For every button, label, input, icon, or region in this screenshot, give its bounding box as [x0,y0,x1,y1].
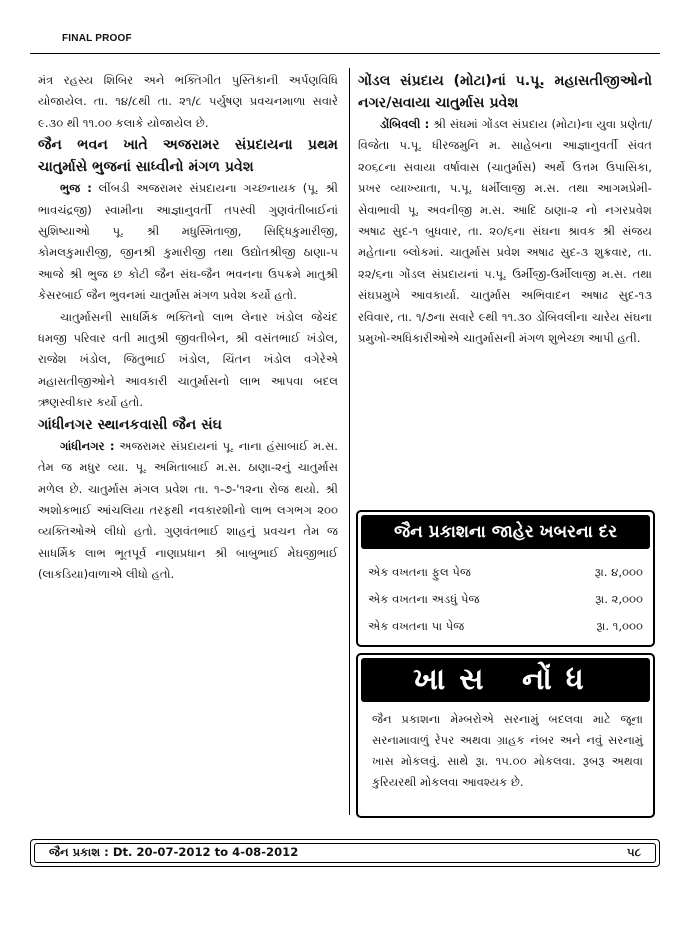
final-proof-label: FINAL PROOF [62,33,132,44]
headline-gondal: ગોંડલ સંપ્રદાય (મોટા)નાં પ.પૂ. મહાસતીજીઓનો નગર/સવાયા ચાતુર્માસ પ્રવેશ [358,73,652,111]
ad-rate-row [368,589,643,609]
left-paragraph-3: ચાતુર્માસની સાધર્મિક ભક્તિનો લાભ લેનાર ખંડોલ જેચંદ ધમજી પરિવાર વતી માતુશ્રી જીવતીબેન, શ્રી વસંતભાઈ ખંડોલ, રાજેશ ખંડોલ, જિતુભાઈ ખંડોલ, ચિંતન ખંડોલ વગેરેએ મહાસતીજીઓને આવકારી ચાતુર્માસનો લાભ આપવા બદલ ઋણસ્વીકાર કર્યો હતો. [38,309,338,410]
ad-rate-amount: રૂા. ૨,૦૦૦ [595,592,643,606]
dateline-gandhinagar: ગાંધીનગર : [60,438,115,453]
headline-gandhinagar: ગાંધીનગર સ્થાનકવાસી જૈન સંઘ [38,416,223,433]
ad-rate-row [368,616,643,636]
right-column [358,70,652,349]
special-note-title: ખાસ નોંધ [361,658,650,702]
special-note-text: જૈન પ્રકાશના મેમ્બરોએ સરનામું બદલવા માટે જૂના સરનામાવાળું રેપર અથવા ગ્રાહક નંબર અને નવું સરનામું ખાસ મોકલવું. સાથે રૂા. ૧૫.૦૦ મોકલવા. રૂબરૂ અથવા કુરિયરથી મોકલવા આવશ્યક છે. [372,712,643,789]
dateline-dombivli: ડોંબિવલી : [380,117,430,131]
left-paragraph-4 [38,436,338,586]
left-paragraph-1: મંત્ર રહસ્ય શિબિર અને ભક્તિગીત પુસ્તિકાની અર્પણવિધિ યોજાયેલ. તા. ૧૪/૮થી તા. ૨૧/૮ પર્યુષણ પ્રવચનમાળા સવારે ૯.૩૦ થી ૧૧.૦૦ કલાકે યોજાયેલ છે. [38,73,338,130]
footer-frame [34,843,656,863]
right-paragraph-1 [358,114,652,349]
page-footer [30,839,660,867]
ad-rate-row [368,562,643,582]
headline-bhuj: જૈન ભવન ખાતે અજરામર સંપ્રદાયના પ્રથમ ચાતુર્માસે ભુજનાં સાધ્વીનો મંગળ પ્રવેશ [38,137,338,176]
special-note-box [356,653,655,818]
ad-rate-amount: રૂા. ૪,૦૦૦ [594,565,643,579]
page-number: ૫૮ [627,845,641,859]
column-divider [349,68,350,815]
footer-publication: જૈન પ્રકાશ : Dt. 20-07-2012 to 4-08-2012 [49,845,299,859]
right-paragraph-1-text: શ્રી સંઘમાં ગોંડલ સંપ્રદાય (મોટા)ના યુવા પ્રણેતા/વિજેતા પ.પૂ. ધીરજમુનિ મ. સાહેબના આજ્ઞાનુવર્તી સંવત ૨૦૬૮ના સવાયા વર્ષાવાસ (ચાતુર્માસ) અર્થે ઉત્તમ ઉપાસિકા, પ્રખર વ્યાખ્યાતા, પ.પૂ. ધર્મીલાજી મ.સ. તથા આગમપ્રેમી-સેવાભાવી પૂ. અવનીજી મ.સ. આદિ ઠાણા-૨ નો નગરપ્રવેશ અષાઢ સુદ-૧ બુધવાર, તા. ૨૦/૬ના સંઘના શ્રાવક શ્રી સંજય મહેતાના બ્લોકમાં. ચાતુર્માસ પ્રવેશ અષાઢ સુદ-૩ શુક્રવાર, તા. ૨૨/૬ના ગોંડલ સંપ્રદાયનાં પ.પૂ. ઉર્મીજી-ઉર્મીલાજી મ.સ. તથા સંઘપ્રમુખે આવકાર્યા. ચાતુર્માસ અભિવાદન અષાઢ સુદ-૧૩ રવિવાર, તા. ૧/૭ના સવારે ૯થી ૧૧.૩૦ ડોંબિવલીના ચારેય સંઘના પ્રમુખો-અધિકારીઓએ ચાતુર્માસની મંગળ શુભેચ્છા આપી હતી. [358,117,652,346]
ad-rate-amount: રૂા. ૧,૦૦૦ [596,619,643,633]
ad-rate-label: એક વખતના પા પેજ [368,619,465,633]
left-column [38,70,338,586]
ad-rate-label: એક વખતના અડધું પેજ [368,592,480,606]
ad-rates-title: જૈન પ્રકાશના જાહેર ખબરના દર [361,515,650,549]
top-rule [30,53,660,54]
ad-rates-box [356,510,655,647]
dateline-bhuj: ભુજ : [60,181,92,196]
left-paragraph-4-text: અજરામર સંપ્રદાયનાં પૂ. નાના હંસાબાઈ મ.સ. તેમ જ મધુર વ્યા. પૂ. અમિતાબાઈ મ.સ. ઠાણા-૨નું ચાતુર્માસ મળેલ છે. ચાતુર્માસ મંગલ પ્રવેશ તા. ૧-૭-'૧૨ના રોજ થયો. શ્રી અશોકભાઈ આંચલિયા તરફથી નવકારશીનો લાભ લગભગ ૨૦૦ વ્યક્તિઓએ લીધો હતો. ગુણવંતભાઈ શાહનું પ્રવચન તેમ જ સાધર્મિક લાભ ભૂતપૂર્વ નાણાપ્રધાન શ્રી બાબુભાઈ મેઘજીભાઈ (લાકડિયા)વાળાએ લીધો હતો. [38,438,338,582]
ad-rate-label: એક વખતના ફુલ પેજ [368,565,471,579]
left-paragraph-2-text: લીંબડી અજરામર સંપ્રદાયના ગચ્છનાયક (પૂ. શ્રી ભાવચંદ્રજી) સ્વામીના આજ્ઞાનુવર્તી તપસ્વી ગુણવંતીબાઈનાં સુશિષ્યાઓ પૂ. શ્રી મધુસ્મિતાજી, સિદ્ધિકુમારીજી, કોમલકુમારીજી, જીનશ્રી કુમારીજી તથા ઉદ્યોતશ્રીજી ઠાણા-૫ આજે શ્રી ભુજ છ કોટી જૈન સંઘ-જૈન ભવનના ઉપક્રમે માતુશ્રી કેસરબાઈ જૈન ભુવનમાં ચાતુર્માસ મંગળ પ્રવેશ કર્યો હતો. [38,181,339,303]
left-paragraph-2 [38,178,338,306]
